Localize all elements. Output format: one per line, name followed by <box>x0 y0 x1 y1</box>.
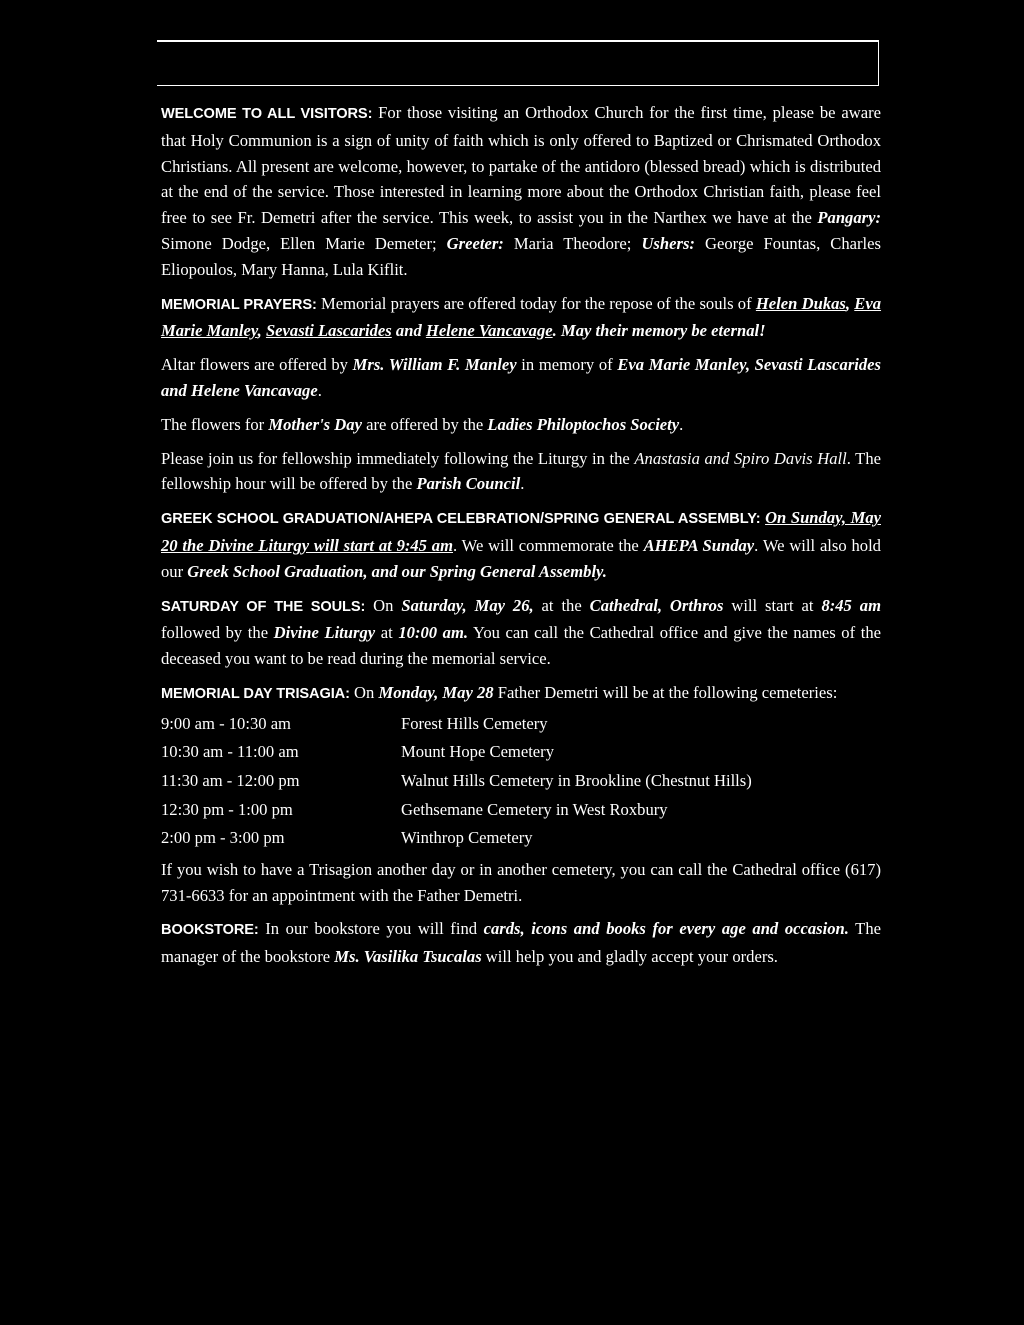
schedule-time: 10:30 am - 11:00 am <box>161 742 299 762</box>
schedule-time: 2:00 pm - 3:00 pm <box>161 828 285 848</box>
schedule-place: Forest Hills Cemetery <box>401 713 548 733</box>
bookstore-heading: BOOKSTORE: <box>161 922 259 939</box>
mothers-day-paragraph: The flowers for Mother's Day are offered by the Ladies Philoptochos Society. <box>161 414 684 434</box>
schedule-row <box>161 767 881 796</box>
schedule-row <box>161 710 881 739</box>
greek-school-heading: GREEK SCHOOL GRADUATION/AHEPA CELEBRATION/SPRING GENERAL ASSEMBLY: <box>161 511 761 528</box>
schedule-time: 11:30 am - 12:00 pm <box>161 770 300 790</box>
schedule-row <box>161 738 881 767</box>
altar-paragraph: Altar flowers are offered by Mrs. William F. Manley in memory of Eva Marie Manley, Sevasti Lascarides and Helene Vancavage. <box>161 355 882 400</box>
visitors-paragraph: WELCOME TO ALL VISITORS: For those visiting an Orthodox Church for the first time, please be aware that Holy Communion is a sign of unity of faith which is only offered to Baptized or Chrismated Orthodox Christians. All present are welcome, however, to partake of the antidoro (blessed bread) which is distributed at the end of the service. Those interested in learning more about the Orthodox Christian faith, please feel free to see Fr. Demetri after the service. This week, to assist you in the Narthex we have at the Pangary: Simone Dodge, Ellen Marie Demeter; Greeter: Maria Theodore; Ushers: George Fountas, Charles Eliopoulos, Mary Hanna, Lula Kiflit. <box>161 103 881 279</box>
trisagion-followup: If you wish to have a Trisagion another day or in another cemetery, you can call the Cathedral office (617) 731-6633 for an appointment with the Father Demetri. <box>161 859 881 905</box>
schedule-place: Walnut Hills Cemetery in Brookline (Chestnut Hills) <box>401 770 752 790</box>
bulletin-content <box>161 100 881 978</box>
schedule-row <box>161 824 881 853</box>
memorial-paragraph: MEMORIAL PRAYERS: Memorial prayers are offered today for the repose of the souls of Helen Dukas, Eva Marie Manley, Sevasti Lascarides and Helene Vancavage. May their memory be eternal! <box>161 293 882 341</box>
schedule-time: 12:30 pm - 1:00 pm <box>161 799 293 819</box>
saturday-souls-heading: SATURDAY OF THE SOULS: <box>161 598 366 615</box>
greek-school-paragraph: GREEK SCHOOL GRADUATION/AHEPA CELEBRATION/SPRING GENERAL ASSEMBLY: On Sunday, May 20 the Divine Liturgy will start at 9:45 am. We will commemorate the AHEPA Sunday. We will also hold our Greek School Graduation, and our Spring General Assembly. <box>161 508 881 581</box>
schedule-place: Winthrop Cemetery <box>401 828 533 848</box>
trisagia-heading: MEMORIAL DAY TRISAGIA: <box>161 685 350 702</box>
trisagia-paragraph: MEMORIAL DAY TRISAGIA: On Monday, May 28 Father Demetri will be at the following cemeteries: <box>161 682 838 702</box>
schedule-time: 9:00 am - 10:30 am <box>161 713 291 733</box>
schedule-row <box>161 796 881 825</box>
header-banner <box>157 40 879 86</box>
schedule-place: Mount Hope Cemetery <box>401 742 554 762</box>
memorial-heading: MEMORIAL PRAYERS: <box>161 296 317 313</box>
schedule-place: Gethsemane Cemetery in West Roxbury <box>401 799 668 819</box>
cemetery-schedule <box>161 710 881 853</box>
fellowship-paragraph: Please join us for fellowship immediately following the Liturgy in the Anastasia and Spiro Davis Hall. The fellowship hour will be offered by the Parish Council. <box>161 448 881 494</box>
bookstore-paragraph: BOOKSTORE: In our bookstore you will find cards, icons and books for every age and occasion. The manager of the bookstore Ms. Vasilika Tsucalas will help you and gladly accept your orders. <box>161 919 881 967</box>
saturday-souls-paragraph: SATURDAY OF THE SOULS: On Saturday, May 26, at the Cathedral, Orthros will start at 8:45 am followed by the Divine Liturgy at 10:00 am. You can call the Cathedral office and give the names of the deceased you want to be read during the memorial service. <box>161 595 881 669</box>
visitors-heading: WELCOME TO ALL VISITORS: <box>161 106 373 122</box>
